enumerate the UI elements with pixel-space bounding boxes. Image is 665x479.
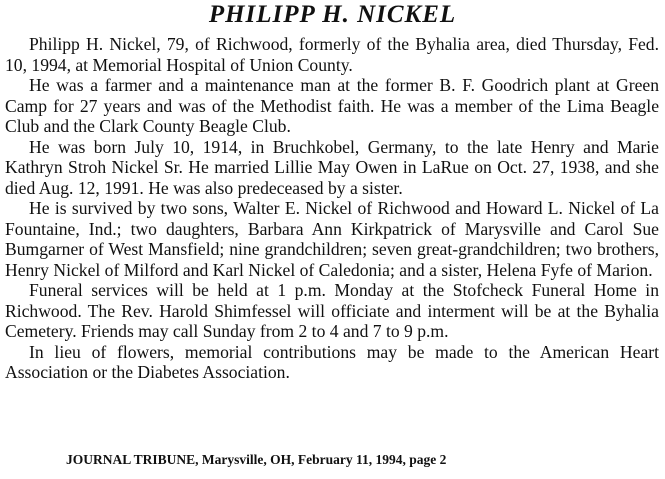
paragraph-survivors: He is survived by two sons, Walter E. Nickel of Richwood and Howard L. Nickel of La Fountaine, Ind.; two daughters, Barbara Ann Kirkpatrick of Marysville and Carol Sue Bumgarner of West Mansfield; nine grandchildren; seven great-grandchildren; two brothers, Henry Nickel of Milford and Karl Nickel of Caledonia; and a sister, Helena Fyfe of Marion.: [5, 198, 659, 280]
paragraph-birth-marriage: He was born July 10, 1914, in Bruchkobel, Germany, to the late Henry and Marie Kathryn Stroh Nickel Sr. He married Lillie May Owen in LaRue on Oct. 27, 1938, and she died Aug. 12, 1991. He was also predeceased by a sister.: [5, 136, 659, 198]
source-citation: JOURNAL TRIBUNE, Marysville, OH, February 11, 1994, page 2: [66, 452, 447, 467]
paragraph-death-notice: Philipp H. Nickel, 79, of Richwood, formerly of the Byhalia area, died Thursday, Fed. 10, 1994, at Memorial Hospital of Union County.: [5, 34, 659, 75]
paragraph-occupation: He was a farmer and a maintenance man at the former B. F. Goodrich plant at Green Camp for 27 years and was of the Methodist faith. He was a member of the Lima Beagle Club and the Clark County Beagle Club.: [5, 75, 659, 136]
obituary-body: [5, 34, 659, 383]
paragraph-memorial-contributions: In lieu of flowers, memorial contributions may be made to the American Heart Association or the Diabetes Association.: [5, 341, 659, 382]
headline: PHILIPP H. NICKEL: [208, 1, 457, 28]
paragraph-funeral-services: Funeral services will be held at 1 p.m. Monday at the Stofcheck Funeral Home in Richwood. The Rev. Harold Shimfessel will officiate and interment will be at the Byhalia Cemetery. Friends may call Sunday from 2 to 4 and 7 to 9 p.m.: [5, 280, 659, 341]
